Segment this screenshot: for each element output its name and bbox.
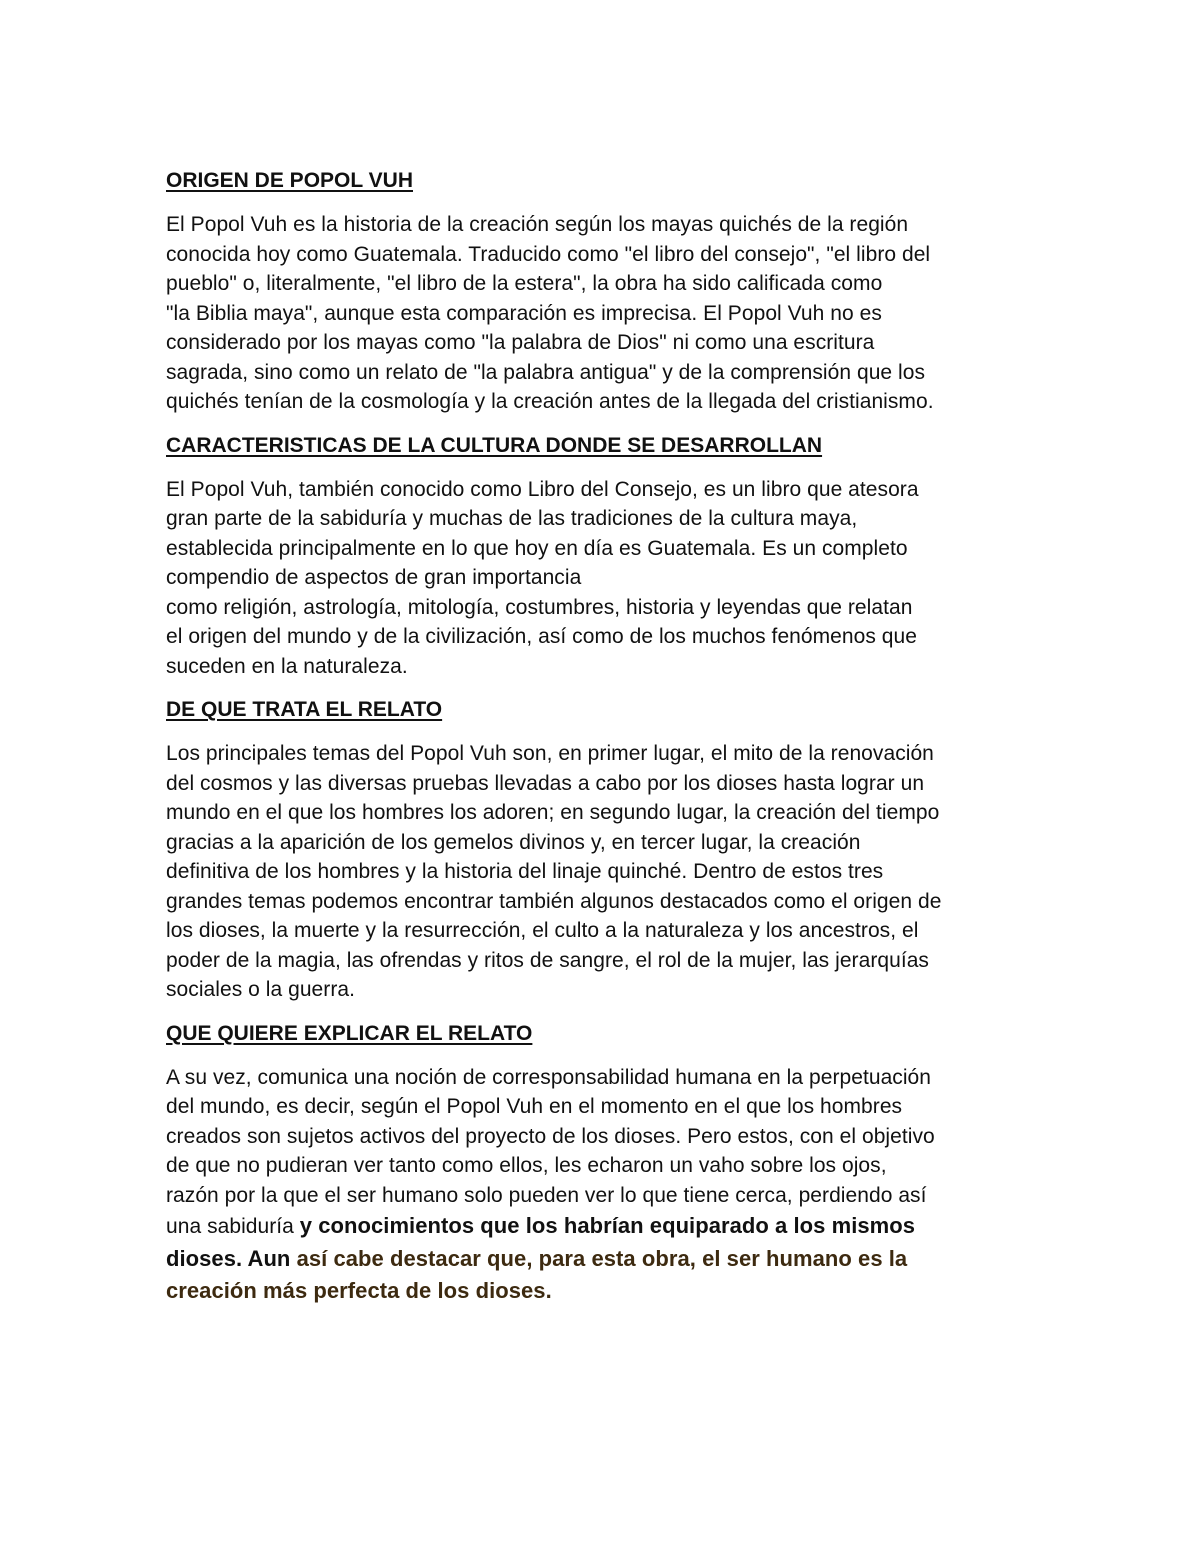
- section-heading: QUE QUIERE EXPLICAR EL RELATO: [166, 1021, 533, 1045]
- paragraph-line: definitiva de los hombres y la historia del linaje quinché. Dentro de estos tres: [166, 860, 884, 883]
- section-paragraph: [166, 1063, 1046, 1308]
- inline-bold-text: dioses. Aun: [166, 1246, 297, 1271]
- paragraph-line: El Popol Vuh es la historia de la creación según los mayas quichés de la región: [166, 213, 909, 236]
- section-de-que-trata: [166, 695, 1046, 1005]
- paragraph-line: de que no pudieran ver tanto como ellos, les echaron un vaho sobre los ojos,: [166, 1154, 887, 1177]
- inline-bold-brown-text: así cabe destacar que, para esta obra, el ser humano es la: [296, 1246, 908, 1271]
- paragraph-line: como religión, astrología, mitología, costumbres, historia y leyendas que relatan: [166, 595, 913, 619]
- paragraph-line: del mundo, es decir, según el Popol Vuh en el momento en el que los hombres: [166, 1095, 903, 1118]
- document-body: [166, 166, 1046, 1321]
- section-origen: [166, 166, 1046, 417]
- section-heading: CARACTERISTICAS DE LA CULTURA DONDE SE DESARROLLAN: [166, 433, 823, 457]
- paragraph-line: pueblo" o, literalmente, "el libro de la estera", la obra ha sido calificada como: [166, 272, 883, 295]
- section-heading: ORIGEN DE POPOL VUH: [166, 169, 413, 192]
- paragraph-line: el origen del mundo y de la civilización, así como de los muchos fenómenos que: [166, 625, 917, 648]
- paragraph-line: grandes temas podemos encontrar también algunos destacados como el origen de: [166, 889, 942, 913]
- paragraph-line: quichés tenían de la cosmología y la creación antes de la llegada del cristianismo.: [166, 390, 934, 413]
- paragraph-line: A su vez, comunica una noción de corresponsabilidad humana en la perpetuación: [166, 1065, 932, 1089]
- paragraph-line: sociales o la guerra.: [166, 978, 355, 1001]
- section-que-quiere-explicar: [166, 1019, 1046, 1308]
- paragraph-line: los dioses, la muerte y la resurrección, el culto a la naturaleza y los ancestros, el: [166, 919, 919, 942]
- paragraph-line: creados son sujetos activos del proyecto de los dioses. Pero estos, con el objetivo: [166, 1124, 935, 1148]
- section-heading: DE QUE TRATA EL RELATO: [166, 698, 443, 721]
- paragraph-line: sagrada, sino como un relato de "la palabra antigua" y de la comprensión que los: [166, 360, 926, 384]
- paragraph-line-bold: creación más perfecta de los dioses.: [166, 1278, 552, 1303]
- section-caracteristicas: [166, 431, 1046, 682]
- paragraph-line: del cosmos y las diversas pruebas llevadas a cabo por los dioses hasta lograr un: [166, 771, 925, 795]
- section-paragraph: [166, 210, 1046, 417]
- paragraph-line: gran parte de la sabiduría y muchas de las tradiciones de la cultura maya,: [166, 507, 858, 530]
- paragraph-line: Los principales temas del Popol Vuh son, en primer lugar, el mito de la renovación: [166, 742, 934, 765]
- paragraph-line: poder de la magia, las ofrendas y ritos de sangre, el rol de la mujer, las jerarquías: [166, 948, 929, 972]
- paragraph-line-mixed: [166, 1210, 1046, 1243]
- inline-normal-text: una sabiduría: [166, 1215, 300, 1238]
- paragraph-line: mundo en el que los hombres los adoren; en segundo lugar, la creación del tiempo: [166, 801, 940, 824]
- paragraph-line-mixed: [166, 1243, 1046, 1275]
- section-paragraph: [166, 739, 1046, 1005]
- paragraph-line: razón por la que el ser humano solo pueden ver lo que tiene cerca, perdiendo así: [166, 1183, 927, 1207]
- paragraph-line: gracias a la aparición de los gemelos divinos y, en tercer lugar, la creación: [166, 830, 861, 854]
- inline-bold-text: y conocimientos que los habrían equiparado a los mismos: [299, 1213, 916, 1238]
- section-paragraph: [166, 475, 1046, 682]
- paragraph-line: El Popol Vuh, también conocido como Libro del Consejo, es un libro que atesora: [166, 477, 919, 501]
- paragraph-line: "la Biblia maya", aunque esta comparación es imprecisa. El Popol Vuh no es: [166, 301, 882, 325]
- paragraph-line: considerado por los mayas como "la palabra de Dios" ni como una escritura: [166, 331, 875, 354]
- paragraph-line: conocida hoy como Guatemala. Traducido como "el libro del consejo", "el libro del: [166, 242, 931, 266]
- paragraph-line: establecida principalmente en lo que hoy en día es Guatemala. Es un completo: [166, 536, 908, 560]
- paragraph-line: compendio de aspectos de gran importancia: [166, 566, 582, 589]
- paragraph-line: suceden en la naturaleza.: [166, 654, 408, 678]
